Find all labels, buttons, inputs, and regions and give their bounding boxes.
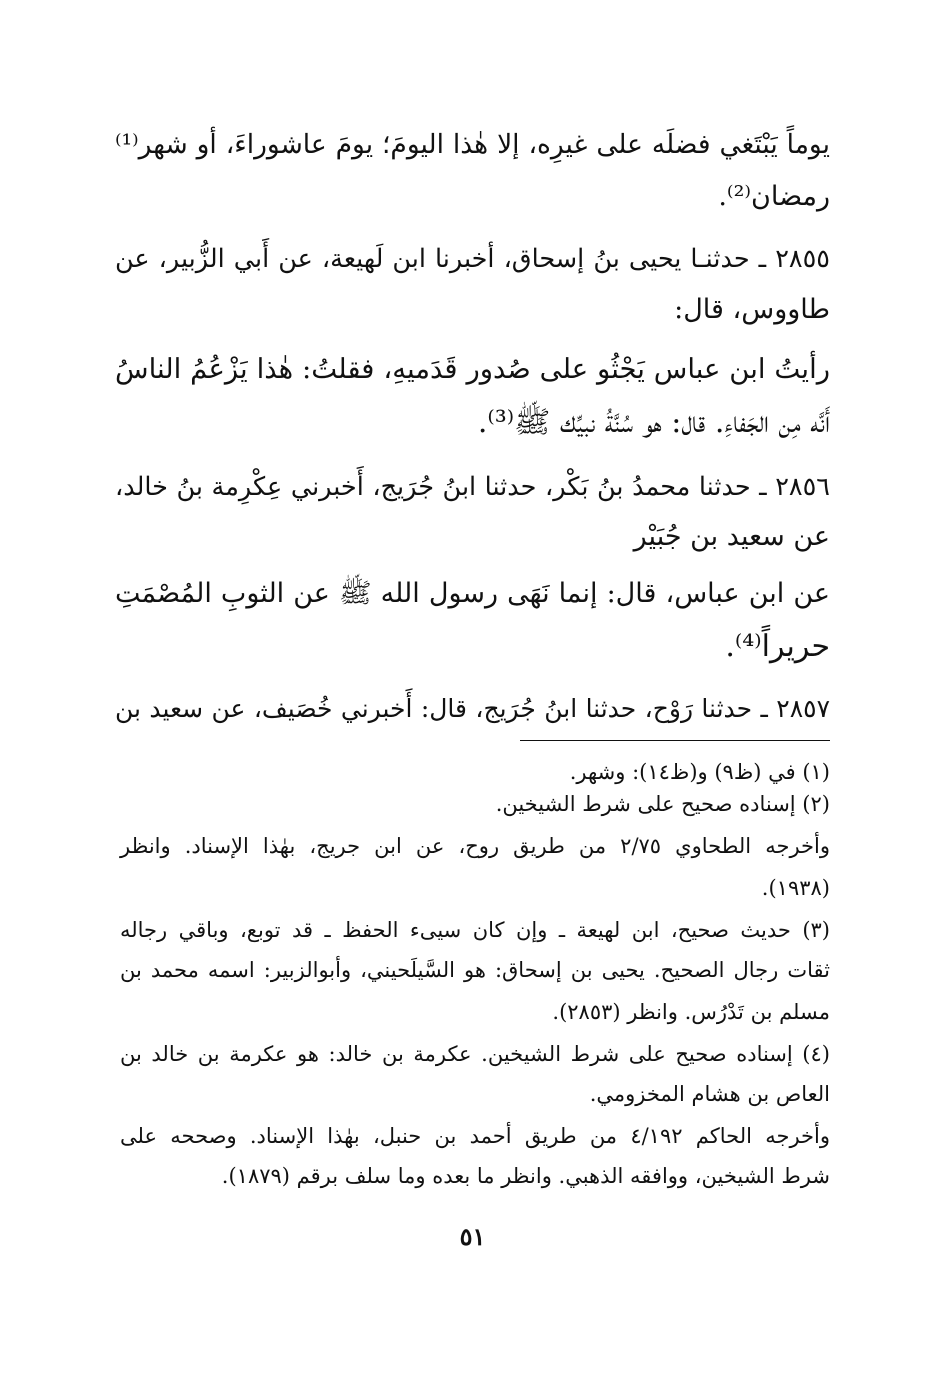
- hadith-2856-matn-line-2: حريراً⁽⁴⁾.: [725, 629, 830, 664]
- footnote-2: (٢) إسناده صحيح على شرط الشيخين.: [495, 792, 830, 816]
- footnote-4: (٤) إسناده صحيح على شرط الشيخين. عكرمة بن خالد: هو عكرمة بن خالد بن: [120, 1042, 830, 1066]
- hadith-2857-isnad-line-1: ٢٨٥٧ ـ حدثنا رَوْح، حدثنا ابنُ جُرَيج، قال: أَخبرني خُصَيف، عن سعيد بن: [115, 694, 830, 723]
- footnote-2-line-3: (١٩٣٨).: [761, 876, 830, 900]
- footnote-3-line-2: ثقات رجال الصحيح. يحيى بن إسحاق: هو السَّيلَحيني، وأبوالزبير: اسمه محمد بن: [120, 958, 830, 982]
- footnote-4-line-2: العاص بن هشام المخزومي.: [589, 1082, 830, 1106]
- hadith-2855-isnad-line-2: طاووس، قال:: [674, 294, 830, 325]
- main-line-2: رمضان⁽²⁾.: [718, 181, 830, 212]
- footnote-1: (١) في (ظ٩) و(ظ١٤): وشهر.: [569, 760, 830, 784]
- main-line-1: يوماً يَبْتَغي فضلَه على غيرِه، إلا هٰذا اليومَ؛ يومَ عاشوراءَ، أو شهر⁽¹⁾: [115, 129, 830, 160]
- hadith-2855-matn-line-2: أَنَّه مِن الجَفاءِ. قال: هو سُنَّةُ نبيِّك ﷺ⁽³⁾.: [477, 405, 830, 440]
- footnote-4-line-4: شرط الشيخين، ووافقه الذهبي. وانظر ما بعده وما سلف برقم (١٨٧٩).: [221, 1164, 830, 1188]
- footnote-3-line-3: مسلم بن تَدْرُس. وانظر (٢٨٥٣).: [552, 1000, 830, 1024]
- hadith-2856-isnad-line-1: ٢٨٥٦ ـ حدثنا محمدُ بنُ بَكْر، حدثنا ابنُ جُرَيج، أَخبرني عِكْرِمة بنُ خالد،: [115, 472, 830, 502]
- footnote-4-line-3: وأخرجه الحاكم ٤/١٩٢ من طريق أحمد بن حنبل، بهٰذا الإسناد. وصححه على: [120, 1124, 831, 1148]
- hadith-2855-matn-line-1: رأيتُ ابن عباس يَجْثُو على صُدور قَدَميهِ، فقلتُ: هٰذا يَزْعُمُ الناسُ: [115, 353, 830, 385]
- hadith-2856-isnad-line-2: عن سعيد بن جُبَيْر: [633, 521, 830, 552]
- hadith-2855-isnad-line-1: ٢٨٥٥ ـ حدثنـا يحيى بنُ إسحاق، أخبرنا ابن لَهيعة، عن أَبي الزُّبير، عن: [115, 244, 830, 274]
- footnote-3: (٣) حديث صحيح، ابن لهيعة ـ وإن كان سيىء الحفظ ـ قد توبع، وباقي رجاله: [120, 918, 830, 942]
- hadith-2856-matn-line-1: عن ابن عباس، قال: إنما نَهَى رسول الله ﷺ عن الثوبِ المُصْمَتِ: [115, 578, 830, 609]
- page-number: ٥١: [459, 1222, 486, 1251]
- footnote-2-line-2: وأخرجه الطحاوي ٢/٧٥ من طريق روح، عن ابن جريج، بهٰذا الإسناد. وانظر: [120, 834, 830, 858]
- footnote-separator: [520, 740, 830, 741]
